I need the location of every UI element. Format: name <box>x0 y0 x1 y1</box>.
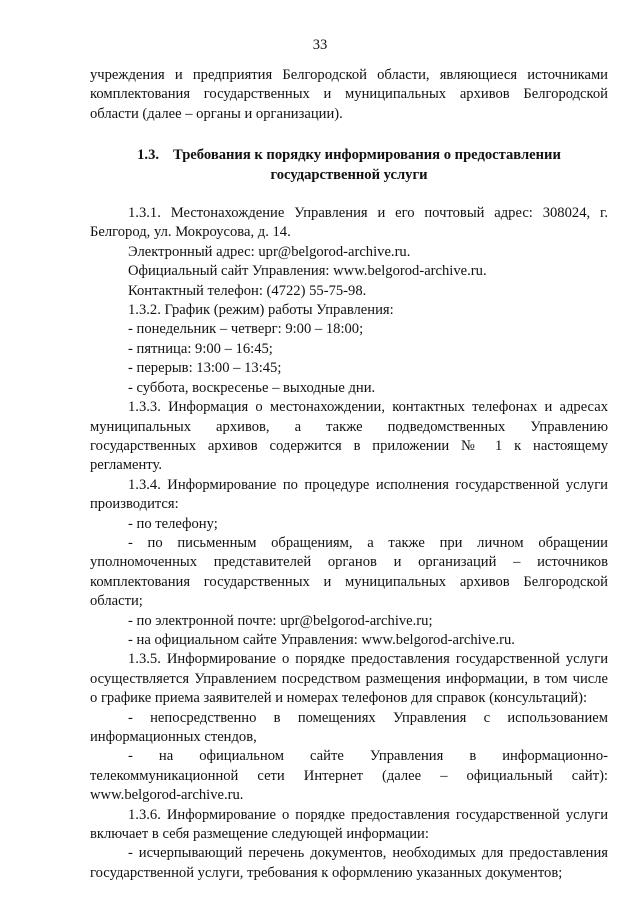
paragraph-1-3-1: 1.3.1. Местонахождение Управления и его почтовый адрес: 308024, г. Белгород, ул. Мокроусова, д. 14. <box>90 205 608 241</box>
paragraph-1-3-6: 1.3.6. Информирование о порядке предоставления государственной услуги включает в себя размещение следующей информации: <box>90 806 608 843</box>
schedule-item: - перерыв: 13:00 – 13:45; <box>128 360 282 377</box>
phone-line: Контактный телефон: (4722) 55-75-98. <box>128 282 367 299</box>
schedule-item: - суббота, воскресенье – выходные дни. <box>128 379 376 396</box>
paragraph-1-3-5: 1.3.5. Информирование о порядке предоставления государственной услуги осуществляется Управлением посредством размещения информации, в том числе о графике приема заявителей и номерах телефонов для справок (консультаций): <box>90 651 608 707</box>
section-heading <box>90 146 608 185</box>
section-heading-line-1 <box>90 146 608 165</box>
info-method-item: - по письменным обращениям, а также при личном обращении уполномоченных представителей органов и организаций – источников комплектования государственных и муниципальных архивов Белгородской области; <box>90 534 608 610</box>
info-method-item: - на официальном сайте Управления: www.belgorod-archive.ru. <box>128 631 515 648</box>
section-number: 1.3. <box>137 147 160 164</box>
paragraph-1-3-3: 1.3.3. Информация о местонахождении, контактных телефонах и адресах муниципальных архивов, а также подведомственных Управлению государственных архивов содержится в приложении № 1 к настоящему регламенту. <box>90 399 608 474</box>
email-line: Электронный адрес: upr@belgorod-archive.ru. <box>128 243 411 260</box>
paragraph-1-3-5-item: - непосредственно в помещениях Управления с использованием информационных стендов, <box>90 709 608 745</box>
document-body <box>90 66 608 883</box>
info-method-item: - по телефону; <box>128 515 218 532</box>
official-site-line: Официальный сайт Управления: www.belgorod-archive.ru. <box>128 263 487 280</box>
paragraph-1-3-5-item: - на официальном сайте Управления в информационно-телекоммуникационной сети Интернет (далее – официальный сайт): www.belgorod-archive.ru. <box>90 748 608 804</box>
page-number: 33 <box>312 37 328 53</box>
paragraph-1-3-4: 1.3.4. Информирование по процедуре исполнения государственной услуги производится: <box>90 476 608 513</box>
schedule-item: - пятница: 9:00 – 16:45; <box>128 340 273 357</box>
info-method-item: - по электронной почте: upr@belgorod-archive.ru; <box>128 612 433 629</box>
paragraph-1-3-2: 1.3.2. График (режим) работы Управления: <box>128 302 394 319</box>
schedule-item: - понедельник – четверг: 9:00 – 18:00; <box>128 321 364 338</box>
section-title-line-2: государственной услуги <box>270 166 428 183</box>
paragraph-1-3-6-item: - исчерпывающий перечень документов, необходимых для предоставления государственной услуги, требования к оформлению указанных документов; <box>90 845 608 881</box>
section-title-line-1: Требования к порядку информирования о предоставлении <box>173 147 561 164</box>
intro-paragraph: учреждения и предприятия Белгородской области, являющиеся источниками комплектования государственных и муниципальных архивов Белгородской области (далее – органы и организации). <box>90 67 608 122</box>
